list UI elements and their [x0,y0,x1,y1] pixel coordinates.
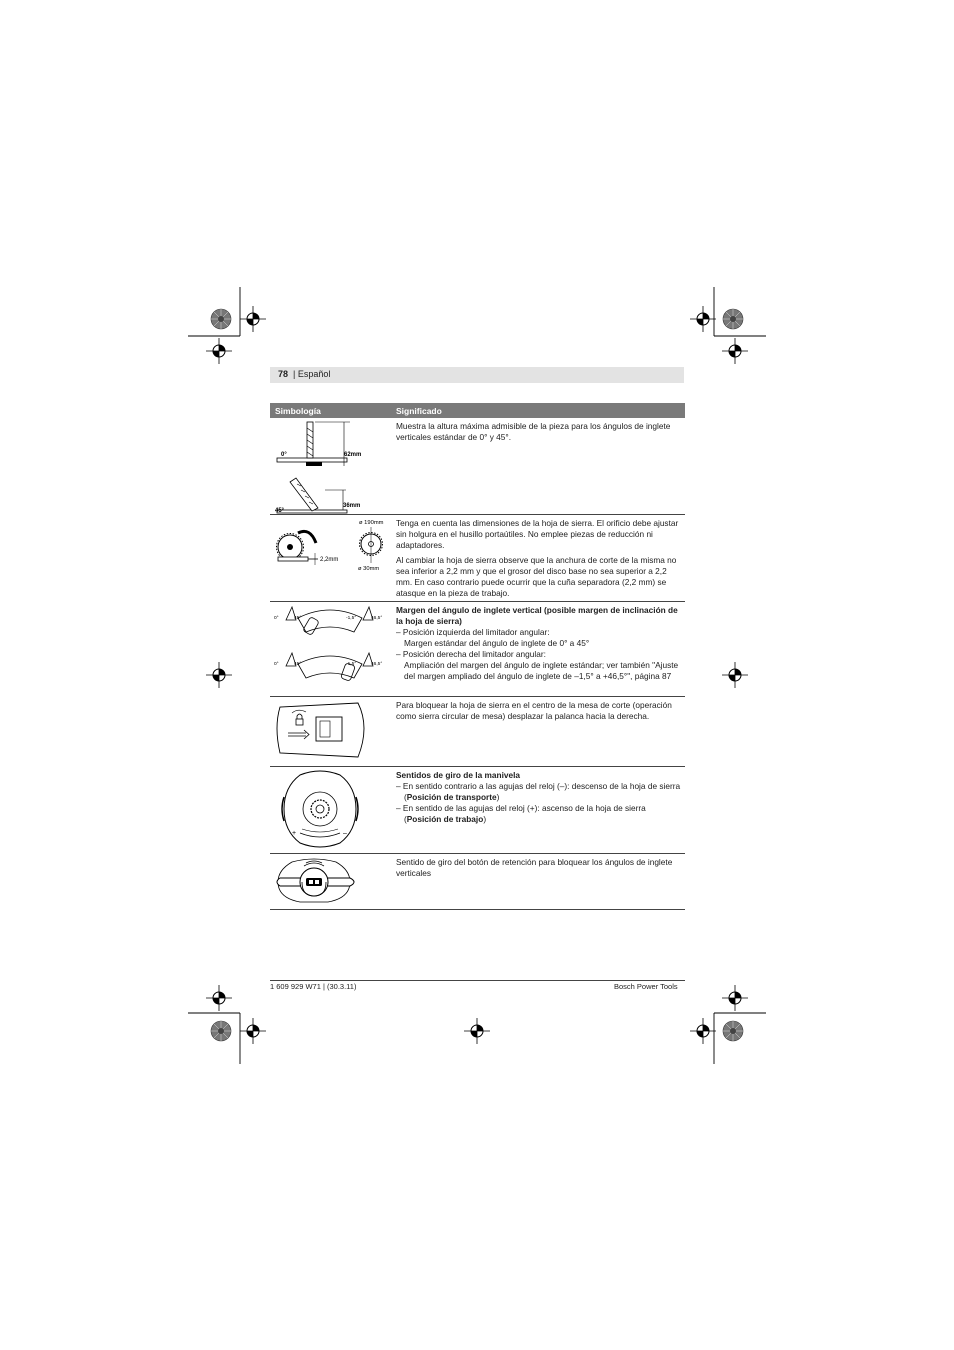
blade-lock-lever-icon [270,697,392,766]
retention-knob-icon [270,854,392,909]
symbol-table [270,403,685,910]
bevel-45-label-2: 45° [294,662,302,667]
crank-cw-text: – En sentido de las agujas del reloj (+): ascenso de la hoja de sierra ( [396,803,646,824]
bevel-range-title: Margen del ángulo de inglete vertical (posible margen de inclinación de la hoja de sierra) [396,605,678,626]
meaning-text [396,605,684,682]
bevel-left-position: – Posición izquierda del limitador angular: [396,627,550,637]
footer-document-number: 1 609 929 W71 | (30.3.11) [270,982,357,991]
crank-handle-icon [270,767,392,853]
saw-blade-icon [270,515,392,601]
meaning-text [396,700,684,726]
table-row [270,854,685,910]
retention-knob-description: Sentido de giro del botón de retención para bloquear los ángulos de inglete verticales [396,857,673,878]
bevel-465-label-2: 46,5° [371,662,383,667]
bevel-right-position: – Posición derecha del limitador angular: [396,649,546,659]
blade-dimensions-description: Tenga en cuenta las dimensiones de la hoja de sierra. El orificio debe ajustar sin holgura en el husillo portaútiles. No emplee piezas de reducción ni adaptadores. [396,518,679,550]
height-45-label: 36mm [343,503,361,509]
bevel-minus15-label: -1,5° [346,616,357,621]
page-header [270,367,684,383]
crank-plus-label: + [292,830,297,837]
column-header-symbol: Simbología [275,406,321,416]
column-header-meaning: Significado [396,406,442,416]
table-row [270,602,685,697]
table-row [270,697,685,767]
bevel-465-label: 46,5° [371,616,383,621]
max-height-description: Muestra la altura máxima admisible de la pieza para los ángulos de inglete verticales estándar de 0° y 45°. [396,421,671,442]
footer-brand: Bosch Power Tools [614,982,678,991]
meaning-text [396,857,684,883]
table-row [270,767,685,854]
blade-lock-description: Para bloquear la hoja de sierra en el centro de la mesa de corte (operación como sierra circular de mesa) desplazar la palanca hacia la derecha. [396,700,672,721]
blade-diameter-label: ø 190mm [359,520,384,526]
crank-counterclockwise [396,781,684,803]
section-title: | Español [293,369,331,379]
crank-clockwise [396,803,684,825]
blade-width-description: Al cambiar la hoja de sierra observe que la anchura de corte de la misma no sea inferior a 2,2 mm y que el grosor del disco base no sea superior a 2,2 mm. En caso contrario puede ocurrir que la cuña separadora (2,2 mm) se atasque en la pieza de trabajo. [396,555,677,598]
meaning-text [396,518,684,603]
table-row [270,515,685,602]
bevel-minus15-label-2: -1,5° [346,662,357,667]
meaning-text [396,421,684,447]
bevel-right-description: Ampliación del margen del ángulo de inglete estándar; ver también "Ajuste del margen ampliado del ángulo de inglete de –1,5° a +46,5°", página 87 [404,660,679,681]
transport-position-label: Posición de transporte [406,792,497,802]
angle-45-label: 45° [275,508,285,514]
page-number: 78 [278,369,289,379]
blade-bore-label: ø 30mm [358,566,380,572]
angle-0-label: 0° [281,452,287,458]
meaning-text [396,770,684,825]
blade-width-label: 2,2mm [320,557,339,563]
crank-title: Sentidos de giro de la manivela [396,770,521,780]
bevel-left-description: Margen estándar del ángulo de inglete de 0° a 45° [404,638,590,648]
bevel-45-label: 45° [294,616,302,621]
working-position-label: Posición de trabajo [406,814,484,824]
height-0-label: 62mm [344,452,362,458]
crank-ccw-close: ) [496,792,500,802]
bevel-0-label-2: 0° [274,662,279,667]
footer-rule [270,980,685,981]
bevel-range-icon [270,602,392,696]
crank-cw-close: ) [483,814,487,824]
table-row [270,418,685,515]
crank-ccw-text: – En sentido contrario a las agujas del reloj (–): descenso de la hoja de sierra ( [396,781,681,802]
max-height-icon [270,418,392,514]
crop-lines-top [188,287,766,336]
bevel-0-label: 0° [274,616,279,621]
crank-minus-label: – [343,830,347,837]
table-header [270,403,685,418]
